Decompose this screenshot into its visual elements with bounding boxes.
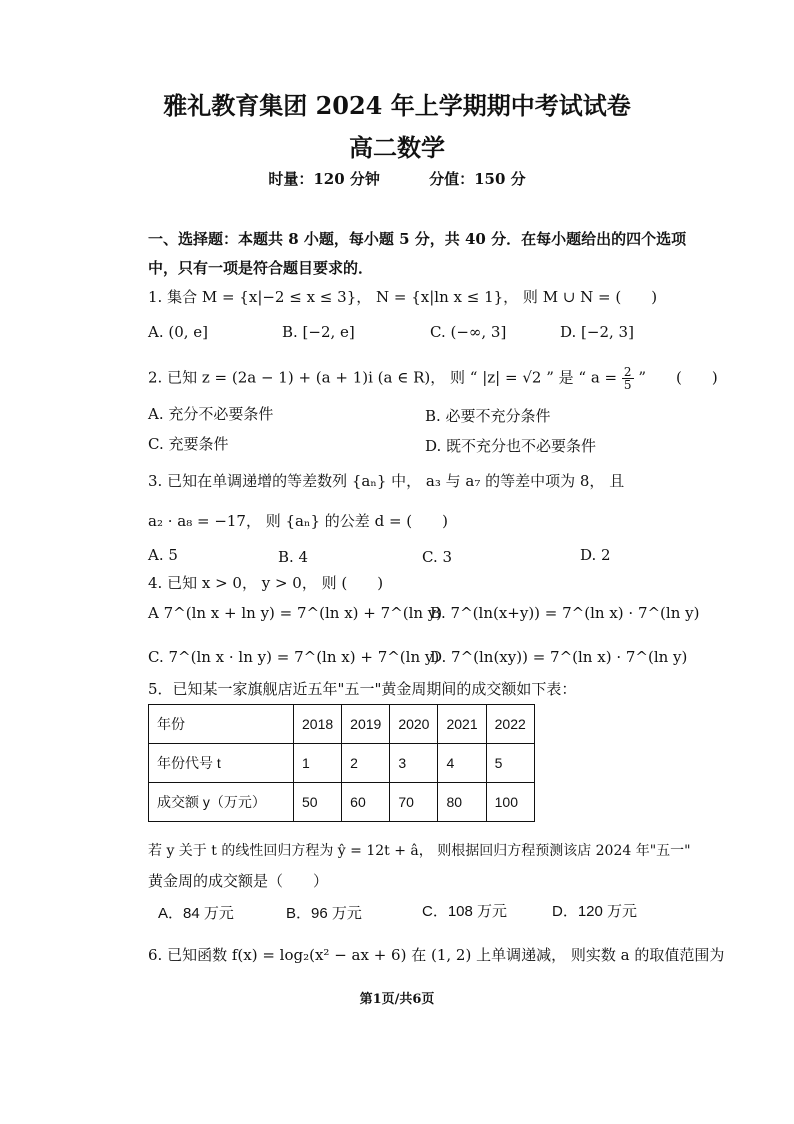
q2-stem-b: ” ( )	[638, 368, 718, 387]
table-cell: 80	[438, 783, 486, 822]
table-cell: 4	[438, 744, 486, 783]
page-number: 第1页/共6页	[359, 992, 435, 1007]
q1-option-d: D. [−2, 3]	[560, 323, 634, 341]
table-cell: 1	[294, 744, 342, 783]
table-cell: 2021	[438, 705, 486, 744]
q5-stem: 5．已知某一家旗舰店近五年"五一"黄金周期间的成交额如下表：	[148, 680, 577, 698]
exam-subject: 高二数学	[349, 133, 445, 162]
q5-after-line2: 黄金周的成交额是（ ）	[148, 872, 329, 890]
q2-stem-a: 2. 已知 z = (2a − 1) + (a + 1)i (a ∈ R)， 则 “ |z| = √2 ” 是 “ a =	[148, 368, 618, 387]
q3-option-b: B. 4	[278, 548, 309, 566]
q3-stem-line1: 3. 已知在单调递增的等差数列 {aₙ} 中， a₃ 与 a₇ 的等差中项为 8， 且	[148, 472, 625, 490]
table-cell: 70	[390, 783, 438, 822]
exam-score: 分值：150 分	[429, 170, 526, 188]
q3-option-a: A. 5	[148, 546, 178, 564]
q3-option-d: D. 2	[580, 546, 611, 564]
table-cell: 2022	[486, 705, 534, 744]
q3-stem-line2: a₂ · a₈ = −17， 则 {aₙ} 的公差 d = ( )	[148, 512, 448, 530]
q3-option-c: C. 3	[422, 548, 453, 566]
q2-fraction-denominator: 5	[623, 378, 632, 392]
q1-stem: 1. 集合 M = {x|−2 ≤ x ≤ 3}， N = {x|ln x ≤ 1}， 则 M ∪ N = ( )	[148, 288, 658, 306]
exam-title: 雅礼教育集团 2024 年上学期期中考试试卷	[163, 91, 631, 120]
q5-option-c: C．108 万元	[422, 903, 508, 920]
q2-option-d: D. 既不充分也不必要条件	[425, 437, 597, 455]
q2-option-a: A. 充分不必要条件	[148, 405, 274, 423]
table-cell: 2019	[342, 705, 390, 744]
q2-fraction-numerator: 2	[623, 365, 632, 379]
table-row	[149, 705, 535, 744]
q1-option-c: C. (−∞, 3]	[430, 323, 507, 341]
q2-stem	[148, 366, 718, 391]
table-cell: 2018	[294, 705, 342, 744]
q4-option-d: D. 7^(ln(xy)) = 7^(ln x) · 7^(ln y)	[430, 648, 688, 666]
q4-option-a: A 7^(ln x + ln y) = 7^(ln x) + 7^(ln y)	[148, 604, 443, 622]
table-cell: 60	[342, 783, 390, 822]
table-row	[149, 783, 535, 822]
table-cell: 50	[294, 783, 342, 822]
q4-stem: 4. 已知 x > 0， y > 0， 则 ( )	[148, 574, 384, 592]
q1-option-b: B. [−2, e]	[282, 323, 355, 341]
exam-time: 时量：120 分钟	[268, 170, 380, 188]
table-cell: 2020	[390, 705, 438, 744]
q2-option-c: C. 充要条件	[148, 435, 229, 453]
table-cell: 2	[342, 744, 390, 783]
table-cell: 年份	[149, 705, 294, 744]
q5-option-a: A．84 万元	[158, 905, 234, 922]
sales-table	[148, 704, 535, 822]
exam-meta	[0, 168, 794, 189]
section-heading-line1: 一、选择题：本题共 8 小题，每小题 5 分，共 40 分．在每小题给出的四个选项	[148, 230, 687, 248]
table-cell: 年份代号 t	[149, 744, 294, 783]
table-cell: 3	[390, 744, 438, 783]
q5-option-b: B．96 万元	[286, 905, 362, 922]
q5-after-line1: 若 y 关于 t 的线性回归方程为 ŷ = 12t + â， 则根据回归方程预测该店 2024 年"五一"	[148, 843, 691, 859]
section-heading-line2: 中，只有一项是符合题目要求的．	[148, 259, 374, 277]
q2-fraction	[622, 366, 634, 391]
table-cell: 5	[486, 744, 534, 783]
q4-option-b: B. 7^(ln(x+y)) = 7^(ln x) · 7^(ln y)	[430, 604, 700, 622]
q5-option-d: D．120 万元	[552, 903, 638, 920]
table-row	[149, 744, 535, 783]
q1-option-a: A. (0, e]	[148, 323, 209, 341]
q6-stem: 6. 已知函数 f(x) = log₂(x² − ax + 6) 在 (1, 2) 上单调递减， 则实数 a 的取值范围为	[148, 946, 725, 964]
q4-option-c: C. 7^(ln x · ln y) = 7^(ln x) + 7^(ln y)	[148, 648, 440, 666]
table-cell: 100	[486, 783, 534, 822]
table-cell: 成交额 y（万元）	[149, 783, 294, 822]
q2-option-b: B. 必要不充分条件	[425, 407, 551, 425]
